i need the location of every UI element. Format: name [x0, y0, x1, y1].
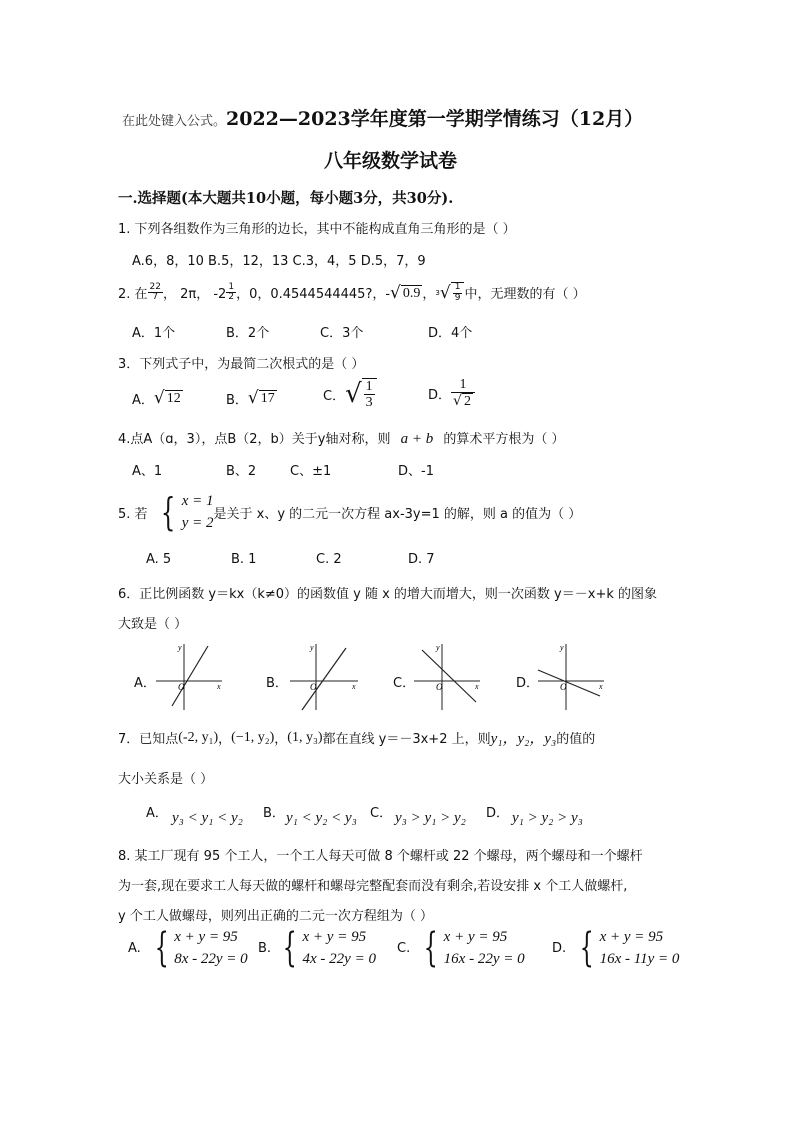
brace-icon: {	[154, 925, 169, 971]
q8-a-system	[174, 926, 247, 970]
q7-point-1: (-2, y₁)	[178, 729, 219, 745]
q3-option-d	[428, 378, 475, 409]
q6-option-a-label: A．	[134, 676, 156, 691]
question-2-stem	[118, 282, 586, 304]
q8-d-eq2: 16x - 11y = 0	[599, 951, 680, 967]
question-1-options: A.6，8，10 B.5，12，13 C.3，4，5 D.5，7，9	[132, 254, 426, 269]
q2-part4: ，	[422, 287, 436, 303]
q8-c-eq1: x + y = 95	[443, 929, 508, 945]
q2-option-b: B．2个	[226, 326, 270, 341]
question-8-line2: 为一套,现在要求工人每天做的螺杆和螺母完整配套而没有剩余,若设安排 x 个工人做螺杆,	[118, 879, 628, 894]
q3-d-fraction	[451, 378, 475, 409]
q4-option-b: B、2	[226, 464, 257, 479]
formula-placeholder: 在此处键入公式。	[122, 114, 227, 129]
q2-frac2-den: 2	[228, 292, 235, 303]
q8-option-c	[397, 926, 525, 970]
q3-option-a	[132, 388, 183, 408]
x-axis-label: x	[475, 682, 479, 691]
question-5-stem	[118, 490, 581, 534]
function-line	[302, 648, 346, 710]
q4-option-d: D、-1	[398, 464, 434, 479]
origin-label: O	[436, 682, 443, 692]
brace-icon: {	[282, 925, 297, 971]
q2-frac3-den: 9	[454, 292, 461, 303]
q7-point-3: (1, y₃)	[287, 729, 323, 745]
q3-option-b	[226, 388, 277, 408]
q3-b-label: B．	[226, 392, 248, 408]
section-heading: 一.选择题(本大题共10小题，每小题3分，共30分).	[118, 190, 454, 207]
q2-prefix: 2. 在	[118, 287, 148, 303]
q3-d-radicand: 2	[463, 394, 471, 409]
q6-graph-a	[152, 640, 226, 712]
q8-b-eq2: 4x - 22y = 0	[302, 951, 376, 967]
q2-frac-22-7	[148, 283, 163, 302]
origin-label: O	[178, 682, 185, 692]
q5-option-d: D. 7	[408, 552, 435, 567]
q7-option-c: y₃ > y₁ > y₂	[395, 810, 466, 826]
q2-frac-1-2	[226, 283, 236, 302]
q4-option-c: C、±1	[290, 464, 332, 479]
question-1-stem: 1. 下列各组数作为三角形的边长，其中不能构成直角三角形的是（ ）	[118, 222, 516, 237]
q3-a-label: A．	[132, 392, 154, 408]
q2-option-c: C．3个	[320, 326, 364, 341]
q7-option-a: y₃ < y₁ < y₂	[172, 810, 243, 826]
q2-frac1-num: 22	[149, 282, 161, 293]
q6-option-b-label: B．	[266, 676, 288, 691]
q7-point-2: (−1, y₂)	[231, 729, 275, 745]
q7-option-d-label: D．	[486, 806, 510, 821]
q5-option-a: A. 5	[146, 552, 172, 567]
q6-graph-b	[288, 640, 362, 712]
q8-b-label: B.	[258, 940, 272, 956]
q5-option-c: C. 2	[316, 552, 342, 567]
q5-eq1: x = 1	[181, 493, 214, 509]
q6-option-c-label: C．	[393, 676, 416, 691]
y-axis-label: y	[178, 643, 182, 652]
q3-d-den	[451, 393, 475, 409]
q6-graph-c	[410, 640, 484, 712]
q8-c-eq2: 16x - 22y = 0	[443, 951, 525, 967]
function-line	[538, 670, 600, 696]
q7-prefix: 7．已知点	[118, 732, 179, 747]
q3-c-num: 1	[365, 379, 373, 394]
q4-option-a: A、1	[132, 464, 163, 479]
q5-eq2: y = 2	[181, 515, 214, 531]
function-line	[422, 650, 476, 702]
q7-option-d: y₁ > y₂ > y₃	[512, 810, 583, 826]
sqrt-sign: √	[345, 379, 362, 410]
y-axis-label: y	[436, 643, 440, 652]
y-axis-label: y	[560, 643, 564, 652]
q4-stem-end: 的算术平方根为（ ）	[443, 432, 565, 447]
q2-frac2-num: 1	[228, 282, 235, 293]
q3-option-c	[323, 378, 377, 411]
q8-d-eq1: x + y = 95	[599, 929, 664, 945]
q8-c-system	[444, 926, 525, 970]
brace-icon: {	[160, 490, 175, 534]
q5-system	[182, 490, 214, 534]
q3-d-num: 1	[451, 378, 475, 393]
question-4-stem	[118, 428, 565, 448]
q3-c-label: C．	[323, 388, 346, 404]
q6-graph-d	[534, 640, 608, 712]
q2-frac1-den: 7	[152, 292, 159, 303]
q7-sep2: ，	[274, 732, 288, 747]
q7-option-b: y₁ < y₂ < y₃	[286, 810, 357, 826]
q2-root-index: 3	[435, 288, 440, 297]
sqrt-sign: √	[439, 282, 451, 303]
q3-b-radicand: 17	[260, 390, 275, 406]
q8-option-d	[552, 926, 679, 970]
q2-sqrt-0-9: 0.9	[402, 285, 421, 301]
q2-frac-1-9	[451, 282, 465, 304]
q5-option-b: B. 1	[231, 552, 257, 567]
q4-stem-text: 4.点A（ɑ，3），点B（2，b）关于y轴对称，则	[118, 432, 391, 447]
q4-expression: a + b	[400, 431, 434, 447]
q2-suffix: 中，无理数的有（ ）	[464, 287, 586, 303]
brace-icon: {	[423, 925, 438, 971]
question-3-stem: 3．下列式子中，为最简二次根式的是（ ）	[118, 357, 365, 372]
question-6-line1: 6．正比例函数 y＝kx（k≠0）的函数值 y 随 x 的增大而增大，则一次函数 y＝－x+k 的图象	[118, 587, 657, 602]
sqrt-sign: √	[153, 388, 165, 408]
q8-d-system	[600, 926, 680, 970]
q2-option-d: D．4个	[428, 326, 473, 341]
question-7-line1	[118, 727, 595, 748]
question-8-line3: y 个工人做螺母，则列出正确的二元一次方程组为（ ）	[118, 909, 433, 924]
q3-c-den: 3	[365, 395, 373, 411]
q8-d-label: D.	[552, 940, 567, 956]
x-axis-label: x	[352, 682, 356, 691]
q3-a-radicand: 12	[166, 390, 181, 406]
q7-end: 的值的	[556, 732, 596, 747]
q3-d-label: D．	[428, 388, 452, 404]
title-row	[122, 104, 643, 131]
origin-label: O	[560, 682, 567, 692]
function-line	[172, 646, 208, 706]
y-axis-label: y	[310, 643, 314, 652]
q6-option-d-label: D．	[516, 676, 540, 691]
sqrt-sign: √	[453, 393, 462, 409]
x-axis-label: x	[217, 682, 221, 691]
q8-a-eq2: 8x - 22y = 0	[174, 951, 248, 967]
question-7-line2: 大小关系是（ ）	[118, 772, 214, 787]
q8-a-label: A.	[128, 940, 141, 956]
q8-b-eq1: x + y = 95	[302, 929, 367, 945]
q7-mid: 都在直线 y＝－3x+2 上，则	[322, 732, 491, 747]
q8-a-eq1: x + y = 95	[174, 929, 238, 945]
q5-suffix: 是关于 x、y 的二元一次方程 ax-3y=1 的解，则 a 的值为（ ）	[213, 506, 582, 522]
q7-y-values: y₁，y₂，y₃	[490, 731, 557, 747]
q7-sep1: ，	[218, 732, 232, 747]
exam-title: 2022—2023学年度第一学期学情练习（12月）	[226, 108, 644, 130]
q8-b-system	[303, 926, 376, 970]
q7-option-c-label: C．	[370, 806, 393, 821]
q2-part2: ， 2π， -2	[163, 287, 227, 303]
q2-frac3-num: 1	[454, 282, 461, 292]
q8-c-label: C.	[397, 940, 411, 956]
question-6-line2: 大致是（ ）	[118, 617, 188, 632]
q8-option-b	[258, 926, 376, 970]
sqrt-sign: √	[390, 282, 401, 303]
origin-label: O	[310, 682, 317, 692]
exam-subtitle: 八年级数学试卷	[324, 150, 458, 172]
q7-option-a-label: A．	[146, 806, 168, 821]
q2-part3: ，0，0.4544544445?，-	[236, 287, 391, 303]
sqrt-sign: √	[247, 388, 259, 408]
q2-option-a: A．1个	[132, 326, 176, 341]
q8-option-a	[128, 926, 248, 970]
q3-c-fraction	[362, 378, 377, 411]
question-8-line1: 8. 某工厂现有 95 个工人，一个工人每天可做 8 个螺杆或 22 个螺母，两个螺母和一个螺杆	[118, 849, 643, 864]
x-axis-label: x	[599, 682, 603, 691]
brace-icon: {	[579, 925, 594, 971]
q5-prefix: 5. 若	[118, 506, 148, 522]
q7-option-b-label: B．	[263, 806, 285, 821]
